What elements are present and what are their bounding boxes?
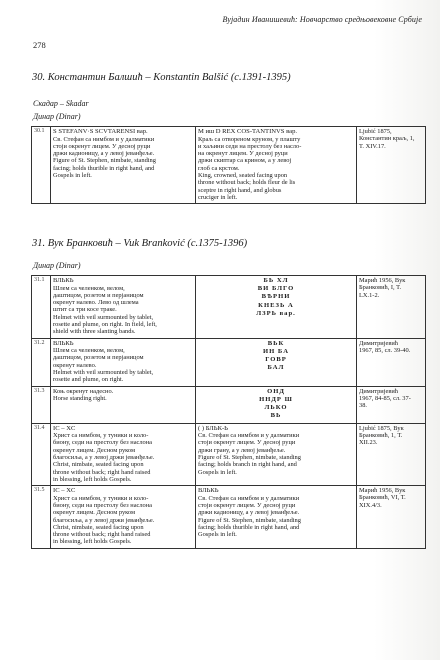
obverse-description-line: биону, седи на престолу без наслона (53, 439, 153, 447)
obverse-description-line: in blessing, left holds Gospels. (53, 475, 132, 483)
reverse-description-line: држи грану, а у левој јеванђеље. (198, 446, 286, 454)
obverse-description-line: даштицом, розетом и перјаницом (53, 354, 144, 362)
reference-line: Константин краљ, 1, (359, 135, 415, 143)
section-30-denomination: Динар (Dinar) (33, 112, 81, 121)
obverse-description-line: Христ са нимбом, у туники и коло- (53, 494, 149, 502)
obverse-description-line: Коњ окренут надесно. (53, 387, 114, 395)
reference-line: Ljubić 1875, Вук (359, 424, 404, 432)
catalogue-number: 31.3 (32, 386, 51, 423)
section-31-denomination: Динар (Dinar) (33, 261, 81, 270)
reverse-inscription-line: ГОВР (265, 356, 287, 364)
table-row (32, 386, 426, 423)
obverse-description-line: даштицом, розетом и перјаницом (53, 291, 144, 299)
reverse-inscription-line: ВЬ (270, 412, 282, 420)
obverse-description-line: Gospels in left. (53, 172, 92, 179)
catalogue-number: 31.4 (32, 423, 51, 486)
obverse-description-line: Horse standing right. (53, 394, 107, 402)
reference-line: Марић 1956, Вук (359, 277, 406, 284)
obverse-legend: ВЛЬКЬ (53, 339, 74, 347)
obverse-legend: S STEFANV·S SCVTARENSI вар. (53, 128, 148, 135)
reverse-description-line: facing; holds branch in right hand, and (198, 461, 297, 469)
table-row (32, 127, 426, 204)
reference-line: Бранковић, 1, T. (359, 431, 403, 439)
obverse-description-line: окренут налево. (53, 361, 97, 369)
reverse-inscription-line: КНЕЗЬ А (258, 301, 294, 309)
reverse-description-line: Figure of St. Stephen, nimbate, standing (198, 453, 301, 461)
reverse-inscription-line: ННДР Ш (259, 395, 293, 403)
table-row (32, 486, 426, 549)
reverse-description-line: на окренут лицем. У десној руци (198, 150, 288, 158)
obverse-description-line: throne without back; right hand raised (53, 531, 151, 539)
reverse-legend: ( ) БЛЬК-Ь (198, 424, 228, 432)
reverse-inscription-line: БАЛ (267, 364, 285, 372)
obverse-description-line: rosette and plume, on right. In field, left, (53, 321, 157, 328)
obverse-description-line: окренут лицем. Десном руком (53, 509, 136, 517)
reverse-description-line: држи кадионицу, а у левој јеванђеље. (198, 509, 300, 517)
reference-line: Димитријевић (359, 339, 398, 347)
section-30-table (31, 126, 426, 204)
reference-line: Ljubić 1875, (359, 128, 392, 135)
reverse-cell (196, 423, 357, 486)
reference-cell (357, 127, 426, 204)
obverse-description-line: штит са три косе траке. (53, 306, 117, 314)
reverse-description-line: и хаљини седи на престолу без насло- (198, 142, 302, 150)
reverse-cell (196, 338, 357, 386)
table-row (32, 338, 426, 386)
reference-line: XIX.4/3. (359, 501, 382, 509)
section-31-table-body (32, 276, 426, 549)
reference-line: T. XIV.17. (359, 142, 386, 150)
catalogue-number: 31.1 (32, 276, 51, 339)
reverse-description-line: држи скиптар са крином, а у левој (198, 157, 292, 165)
obverse-description-line: стоји окренут лицем. У десној руци (53, 142, 151, 150)
obverse-description-line: биону, седи на престолу без наслона (53, 501, 153, 509)
reverse-description-line: throne without back; holds fleur de lis (198, 179, 296, 187)
reverse-inscription-line: ВѢРНИ (261, 293, 291, 301)
reverse-description-line: стоји окренут лицем. У десној руци (198, 501, 296, 509)
reverse-inscription-line: ЛЬКО (264, 404, 288, 412)
reverse-description-line: facing; holds thurible in right hand, and (198, 523, 300, 531)
obverse-legend: IC – XC (53, 424, 76, 432)
obverse-description-line: rosette and plume, on right. (53, 376, 124, 384)
obverse-description-line: окренут налево. Лево од шлема (53, 299, 139, 307)
running-header: Вујадин Иванишевић: Новчарство средњовековне Србије (222, 15, 422, 24)
section-30-place: Скадар – Skadar (33, 99, 89, 108)
obverse-description-line: Helmet with veil surmounted by tablet, (53, 369, 154, 376)
reverse-description-line: cruciger in left. (198, 193, 238, 201)
reverse-cell (196, 127, 357, 204)
reference-line: XII.23. (359, 439, 378, 447)
reference-cell (357, 423, 426, 486)
obverse-cell (51, 423, 196, 486)
section-31-title: 31. Вук Бранковић – Vuk Branković (c.1375-1396) (32, 238, 248, 249)
catalogue-number: 31.2 (32, 338, 51, 386)
obverse-description-line: shield with three slanting bands. (53, 328, 136, 336)
obverse-legend: ВЛЬКЬ (53, 277, 74, 284)
reverse-description-line: King, crowned, seated facing upon (198, 172, 288, 179)
obverse-description-line: благосиља, а у левој држи јеванђеље. (53, 453, 155, 461)
reverse-description-line: стоји окренут лицем. У десној руци (198, 439, 296, 447)
reverse-inscription-line: ВЬК (267, 339, 285, 347)
reference-cell (357, 338, 426, 386)
obverse-description-line: throne without back; right hand raised (53, 468, 151, 476)
table-row (32, 423, 426, 486)
page-number: 278 (33, 40, 46, 50)
obverse-description-line: благосиља, а у левој држи јеванђеље. (53, 516, 155, 524)
obverse-description-line: окренут лицем. Десном руком (53, 446, 136, 454)
reverse-description-line: Gospels in left. (198, 468, 237, 476)
section-30-table-body (32, 127, 426, 204)
section-31-table (31, 275, 426, 549)
obverse-description-line: Шлем са челенком, велом, (53, 347, 125, 355)
reverse-inscription-line: ИН БА (263, 347, 289, 355)
reverse-description-line: Св. Стефан са нимбом и у далматики (198, 494, 300, 502)
reverse-inscription-line: БЬ ХЛ (263, 277, 289, 284)
obverse-description-line: Christ, nimbate, seated facing upon (53, 461, 144, 469)
reverse-description-line: Краљ са отвореном круном, у плашту (198, 135, 301, 143)
reference-cell (357, 386, 426, 423)
obverse-description-line: Helmet with veil surmounted by tablet, (53, 313, 154, 321)
reference-line: LX.1-2. (359, 291, 380, 299)
reverse-description-line: глоб са крстом. (198, 164, 240, 172)
obverse-description-line: Figure of St. Stephen, nimbate, standing (53, 157, 156, 165)
reference-line: Бранковић, VI, T. (359, 494, 406, 502)
reverse-description-line: sceptre in right hand, and globus (198, 186, 282, 194)
obverse-description-line: Христ са нимбом, у туники и коло- (53, 432, 149, 440)
obverse-cell (51, 338, 196, 386)
reference-line: Димитријевић (359, 387, 398, 395)
obverse-description-line: Шлем са челенком, велом, (53, 284, 125, 292)
obverse-cell (51, 486, 196, 549)
reverse-legend: M иш D REX COS-TANTINVS вар. (198, 128, 298, 135)
obverse-legend: IC – XC (53, 487, 76, 495)
reverse-inscription-line: ОНД (267, 387, 285, 395)
obverse-description-line: Св. Стефан са нимбом и у далматики (53, 135, 155, 143)
reference-line: 1967, 85, сл. 39-40. (359, 346, 411, 354)
reference-cell (357, 486, 426, 549)
obverse-cell (51, 386, 196, 423)
reverse-description-line: Figure of St. Stephen, nimbate, standing (198, 516, 301, 524)
table-row (32, 276, 426, 339)
obverse-description-line: facing; holds thurible in right hand, and (53, 164, 155, 172)
obverse-cell (51, 127, 196, 204)
reverse-cell (196, 386, 357, 423)
obverse-description-line: Christ, nimbate, seated facing upon (53, 523, 144, 531)
reverse-legend: ВЛЬКЬ (198, 487, 219, 495)
reference-cell (357, 276, 426, 339)
catalogue-number: 31.5 (32, 486, 51, 549)
section-30-title: 30. Константин Балшић – Konstantin Balšić (c.1391-1395) (32, 72, 291, 83)
reverse-cell (196, 276, 357, 339)
reference-line: Бранковић, I, T. (359, 284, 402, 292)
obverse-cell (51, 276, 196, 339)
reference-line: 1967, 84-85, сл. 37- (359, 394, 411, 402)
reverse-cell (196, 486, 357, 549)
obverse-description-line: in blessing, left holds Gospels. (53, 538, 132, 546)
catalogue-number: 30.1 (32, 127, 51, 204)
obverse-description-line: држи кадионицу, а у левој јеванђеље. (53, 150, 155, 158)
reverse-description-line: Св. Стефан са нимбом и у далматики (198, 432, 300, 440)
reverse-inscription-line: ВИ БЛГО (257, 285, 295, 293)
reference-line: Марић 1956, Вук (359, 487, 406, 495)
reverse-inscription-line: ЛЗРЬ вар. (256, 309, 296, 317)
reference-line: 38. (359, 402, 367, 410)
reverse-description-line: Gospels in left. (198, 531, 237, 539)
